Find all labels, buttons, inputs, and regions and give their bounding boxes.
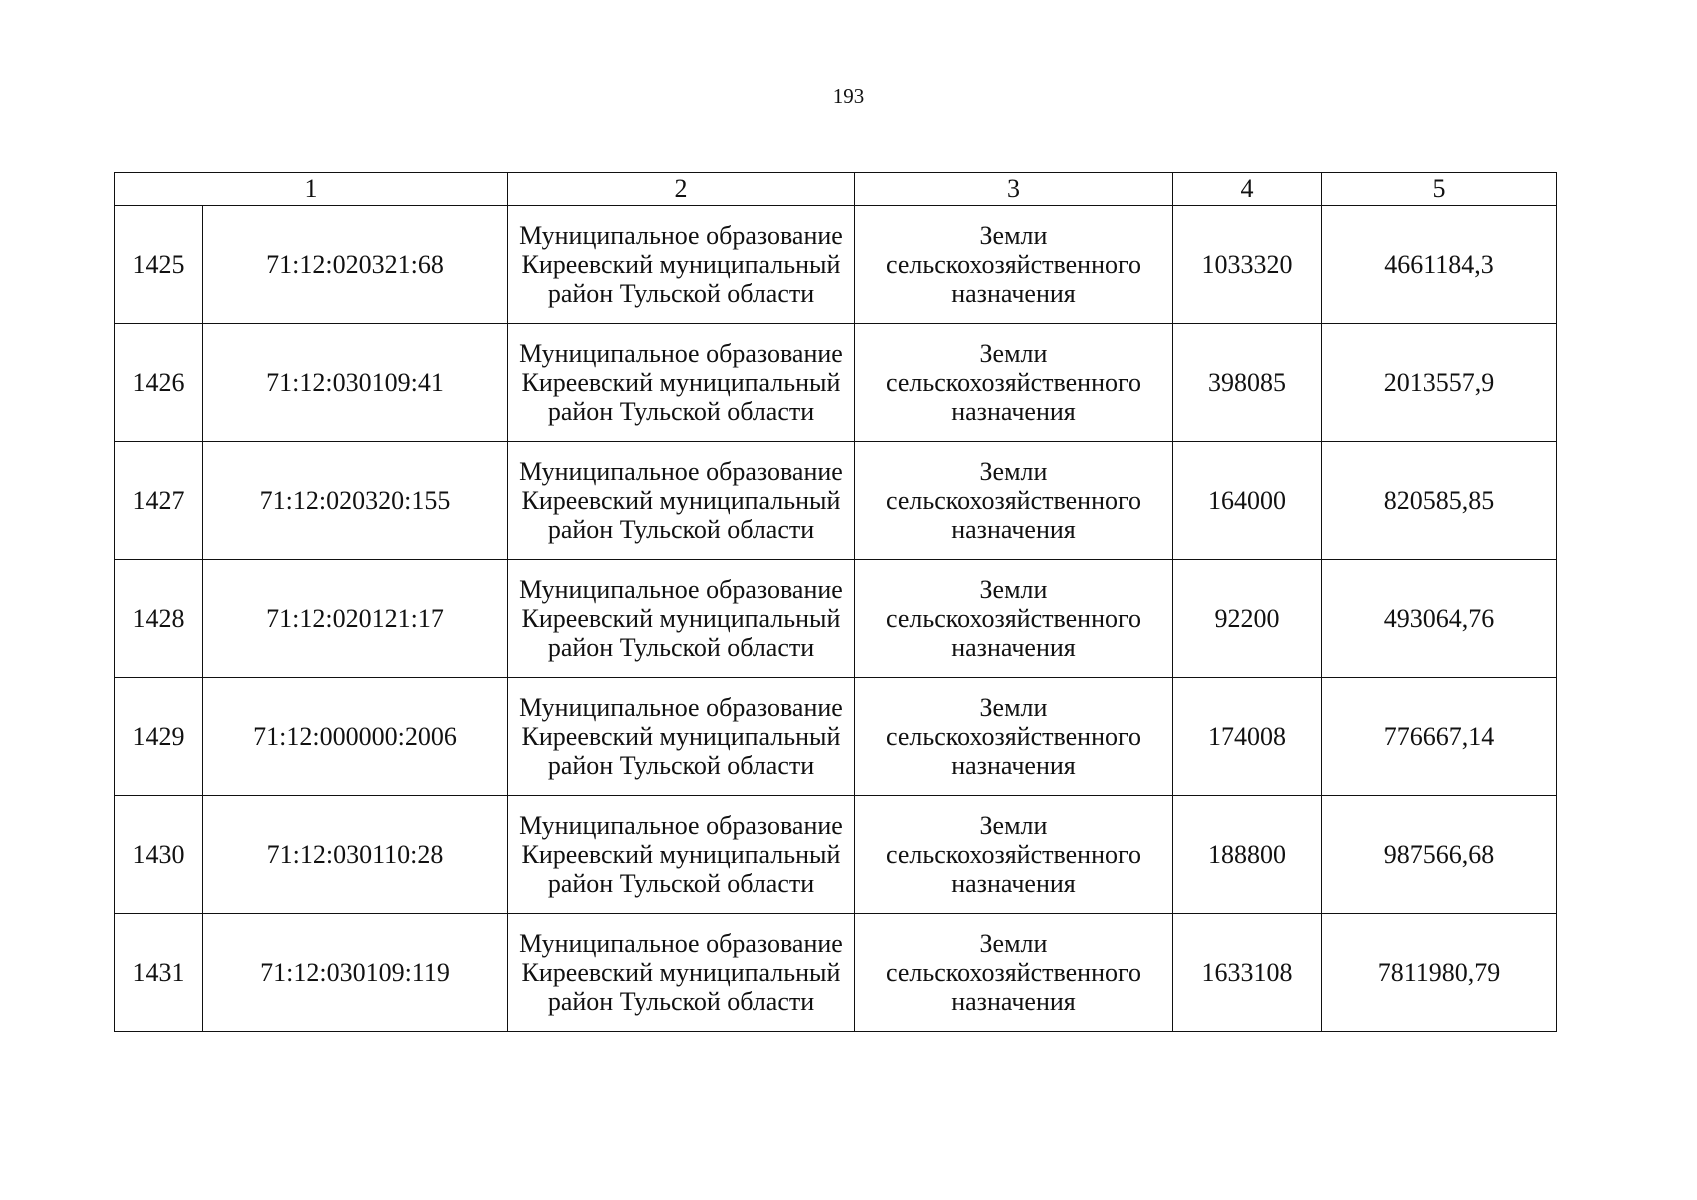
row-number-cell: 1428 [115,560,203,678]
column-header-2: 2 [508,173,855,206]
cadastral-value-cell: 4661184,3 [1322,206,1557,324]
column-number-row [115,173,1557,206]
owner-cell: Муниципальное образование Киреевский муниципальный район Тульской области [508,914,855,1032]
table-row [115,678,1557,796]
land-category-cell: Земли сельскохозяйственного назначения [855,678,1173,796]
area-cell: 174008 [1173,678,1322,796]
table-row [115,560,1557,678]
owner-cell: Муниципальное образование Киреевский муниципальный район Тульской области [508,442,855,560]
land-registry-table [114,172,1557,1032]
row-number-cell: 1427 [115,442,203,560]
cadastral-value-cell: 987566,68 [1322,796,1557,914]
column-header-1: 1 [115,173,508,206]
row-number-cell: 1426 [115,324,203,442]
row-number-cell: 1425 [115,206,203,324]
area-cell: 188800 [1173,796,1322,914]
page-number: 193 [832,84,865,108]
cadastral-number-cell: 71:12:030109:41 [203,324,508,442]
cadastral-value-cell: 776667,14 [1322,678,1557,796]
land-category-cell: Земли сельскохозяйственного назначения [855,324,1173,442]
area-cell: 1033320 [1173,206,1322,324]
table-row [115,914,1557,1032]
table-row [115,324,1557,442]
cadastral-number-cell: 71:12:020320:155 [203,442,508,560]
cadastral-number-cell: 71:12:030109:119 [203,914,508,1032]
cadastral-value-cell: 2013557,9 [1322,324,1557,442]
cadastral-number-cell: 71:12:030110:28 [203,796,508,914]
column-header-4: 4 [1173,173,1322,206]
cadastral-number-cell: 71:12:000000:2006 [203,678,508,796]
table-row [115,796,1557,914]
cadastral-number-cell: 71:12:020121:17 [203,560,508,678]
area-cell: 164000 [1173,442,1322,560]
row-number-cell: 1430 [115,796,203,914]
area-cell: 1633108 [1173,914,1322,1032]
owner-cell: Муниципальное образование Киреевский муниципальный район Тульской области [508,560,855,678]
owner-cell: Муниципальное образование Киреевский муниципальный район Тульской области [508,796,855,914]
cadastral-value-cell: 7811980,79 [1322,914,1557,1032]
table-row [115,206,1557,324]
row-number-cell: 1429 [115,678,203,796]
owner-cell: Муниципальное образование Киреевский муниципальный район Тульской области [508,678,855,796]
table-row [115,442,1557,560]
column-header-5: 5 [1322,173,1557,206]
land-category-cell: Земли сельскохозяйственного назначения [855,560,1173,678]
cadastral-value-cell: 493064,76 [1322,560,1557,678]
cadastral-number-cell: 71:12:020321:68 [203,206,508,324]
area-cell: 92200 [1173,560,1322,678]
cadastral-value-cell: 820585,85 [1322,442,1557,560]
area-cell: 398085 [1173,324,1322,442]
land-category-cell: Земли сельскохозяйственного назначения [855,442,1173,560]
owner-cell: Муниципальное образование Киреевский муниципальный район Тульской области [508,324,855,442]
land-category-cell: Земли сельскохозяйственного назначения [855,206,1173,324]
column-header-3: 3 [855,173,1173,206]
owner-cell: Муниципальное образование Киреевский муниципальный район Тульской области [508,206,855,324]
land-category-cell: Земли сельскохозяйственного назначения [855,914,1173,1032]
land-category-cell: Земли сельскохозяйственного назначения [855,796,1173,914]
row-number-cell: 1431 [115,914,203,1032]
